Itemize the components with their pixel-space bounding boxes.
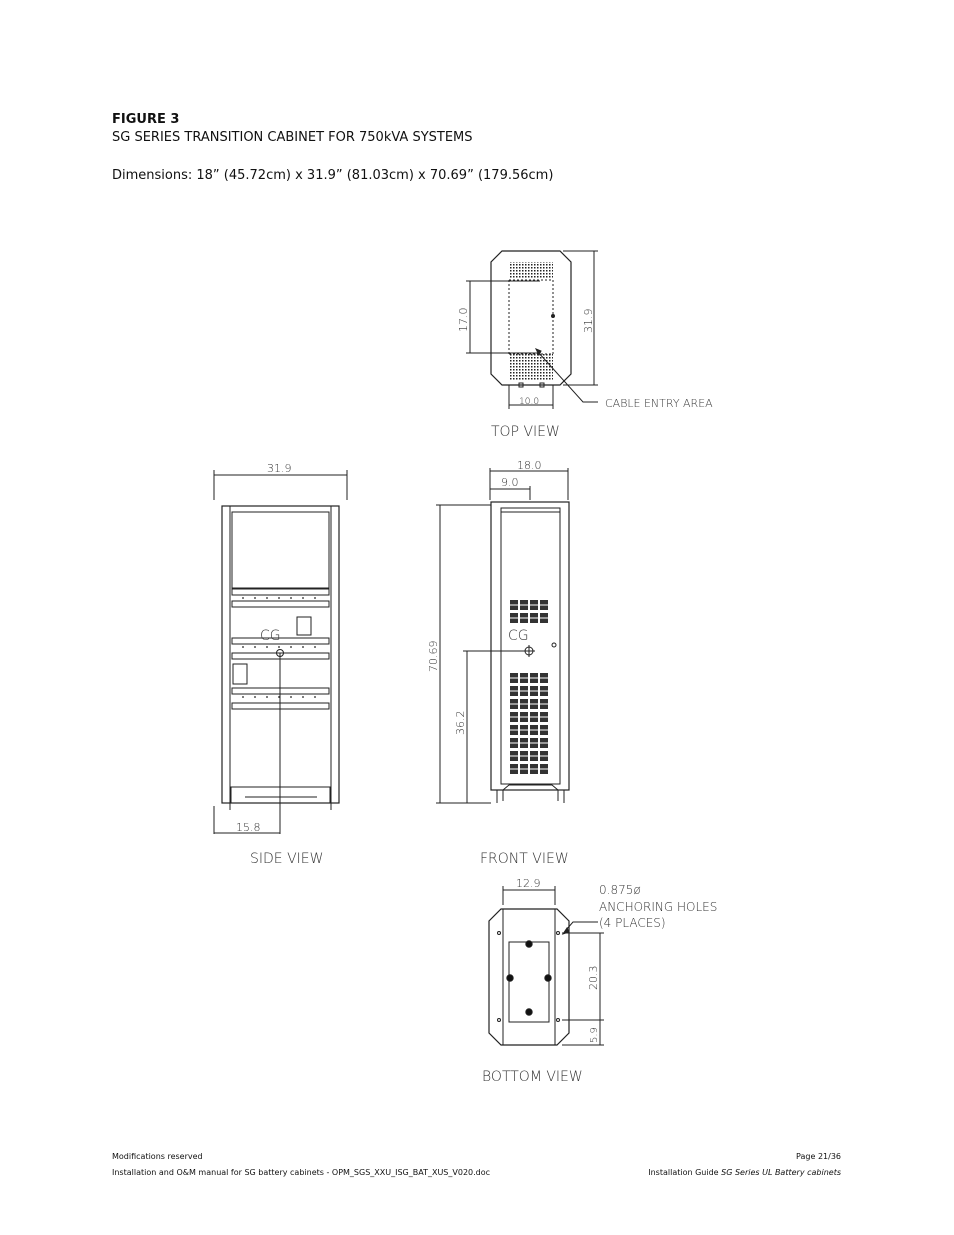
bottom-dim-5-9: 5.9 <box>589 1027 600 1043</box>
front-dim-36-2: 36.2 <box>454 710 467 735</box>
top-view-label: TOP VIEW <box>491 424 560 440</box>
side-dim-15-8: 15.8 <box>236 821 261 834</box>
bottom-dim-12-9: 12.9 <box>516 877 541 890</box>
side-view-label: SIDE VIEW <box>250 851 324 867</box>
footer-guide-title <box>648 1168 841 1177</box>
front-cg: CG <box>508 628 529 644</box>
front-dim-9: 9.0 <box>501 476 519 489</box>
top-dim-31-9: 31.9 <box>582 308 595 333</box>
footer-guide-italic: SG Series UL Battery cabinets <box>721 1168 841 1177</box>
anchor-note-line1: 0.875ø <box>599 883 641 897</box>
cable-entry-callout: CABLE ENTRY AREA <box>605 397 713 410</box>
footer-modifications: Modifications reserved <box>112 1152 203 1161</box>
top-view <box>457 251 713 440</box>
anchor-note-line2: ANCHORING HOLES <box>599 900 718 914</box>
figure-title: SG SERIES TRANSITION CABINET FOR 750kVA SYSTEMS <box>112 130 473 145</box>
side-view <box>214 462 347 867</box>
front-view <box>427 459 569 867</box>
top-dim-17: 17.0 <box>457 307 470 332</box>
bottom-dim-20-3: 20.3 <box>587 965 600 990</box>
front-dim-height: 70.69 <box>427 640 440 672</box>
side-dim-width: 31.9 <box>267 462 292 475</box>
front-dim-18: 18.0 <box>517 459 542 472</box>
footer-guide-plain: Installation Guide <box>648 1168 722 1177</box>
footer-page-number: Page 21/36 <box>796 1152 841 1161</box>
figure-dimensions: Dimensions: 18” (45.72cm) x 31.9” (81.03cm) x 70.69” (179.56cm) <box>112 168 554 183</box>
bottom-view-label: BOTTOM VIEW <box>482 1069 583 1085</box>
top-dim-10: 10.0 <box>519 397 540 407</box>
figure-label: FIGURE 3 <box>112 112 180 127</box>
footer-document-name: Installation and O&M manual for SG battery cabinets - OPM_SGS_XXU_ISG_BAT_XUS_V020.doc <box>112 1168 491 1177</box>
bottom-view <box>482 877 717 1085</box>
anchor-note-line3: (4 PLACES) <box>599 916 666 930</box>
front-view-label: FRONT VIEW <box>480 851 569 867</box>
side-cg: CG <box>260 628 281 644</box>
